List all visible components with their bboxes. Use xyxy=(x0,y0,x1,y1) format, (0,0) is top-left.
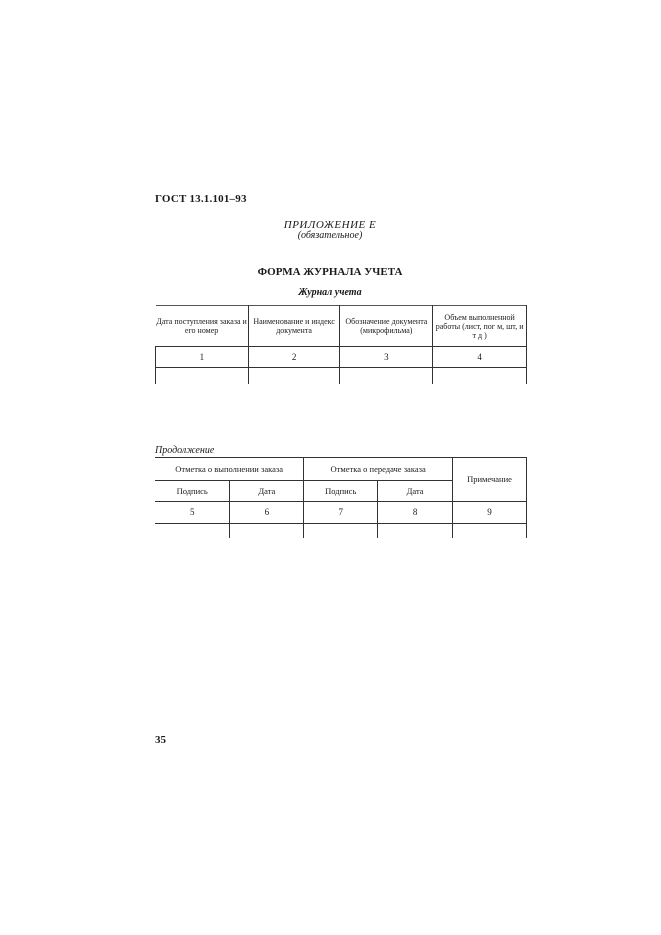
empty-cell xyxy=(156,368,249,385)
form-title: ФОРМА ЖУРНАЛА УЧЕТА xyxy=(257,266,403,278)
column-number: 7 xyxy=(304,502,378,524)
header-cell: Наименование и индекс документа xyxy=(248,306,340,347)
column-number: 5 xyxy=(155,502,230,524)
table-row xyxy=(156,368,527,385)
empty-cell xyxy=(340,368,433,385)
date-header: Дата xyxy=(378,481,453,502)
table-header-row xyxy=(156,306,527,347)
empty-cell xyxy=(433,368,527,385)
document-code: ГОСТ 13.1.101–93 xyxy=(155,193,247,205)
header-cell: Объем выполненной работы (лист, пог м, шт, и т д ) xyxy=(433,306,527,347)
column-number: 9 xyxy=(453,502,527,524)
appendix-title: ПРИЛОЖЕНИЕ Е xyxy=(283,219,377,231)
journal-title: Журнал учета xyxy=(298,287,362,298)
signature-header: Подпись xyxy=(155,481,230,502)
column-number: 4 xyxy=(433,347,527,368)
table-row xyxy=(155,524,527,539)
journal-table xyxy=(155,305,527,384)
empty-cell xyxy=(155,524,230,539)
signature-header: Подпись xyxy=(304,481,378,502)
header-cell: Обозначение документа (микрофильма) xyxy=(340,306,433,347)
column-number: 3 xyxy=(340,347,433,368)
column-number-row xyxy=(156,347,527,368)
column-number: 8 xyxy=(378,502,453,524)
appendix-subtitle: (обязательное) xyxy=(297,230,363,241)
execution-mark-header: Отметка о выполнении заказа xyxy=(155,458,304,481)
date-header: Дата xyxy=(230,481,304,502)
empty-cell xyxy=(230,524,304,539)
column-number: 2 xyxy=(248,347,340,368)
table-header-row xyxy=(155,458,527,481)
column-number: 1 xyxy=(156,347,249,368)
continuation-label: Продолжение xyxy=(155,445,215,456)
page-number: 35 xyxy=(155,734,166,746)
empty-cell xyxy=(378,524,453,539)
column-number: 6 xyxy=(230,502,304,524)
header-cell: Дата поступления заказа и его номер xyxy=(156,306,249,347)
empty-cell xyxy=(453,524,527,539)
note-header: Примечание xyxy=(453,458,527,502)
empty-cell xyxy=(304,524,378,539)
empty-cell xyxy=(248,368,340,385)
journal-table-continuation xyxy=(155,457,527,538)
column-number-row xyxy=(155,502,527,524)
transfer-mark-header: Отметка о передаче заказа xyxy=(304,458,453,481)
